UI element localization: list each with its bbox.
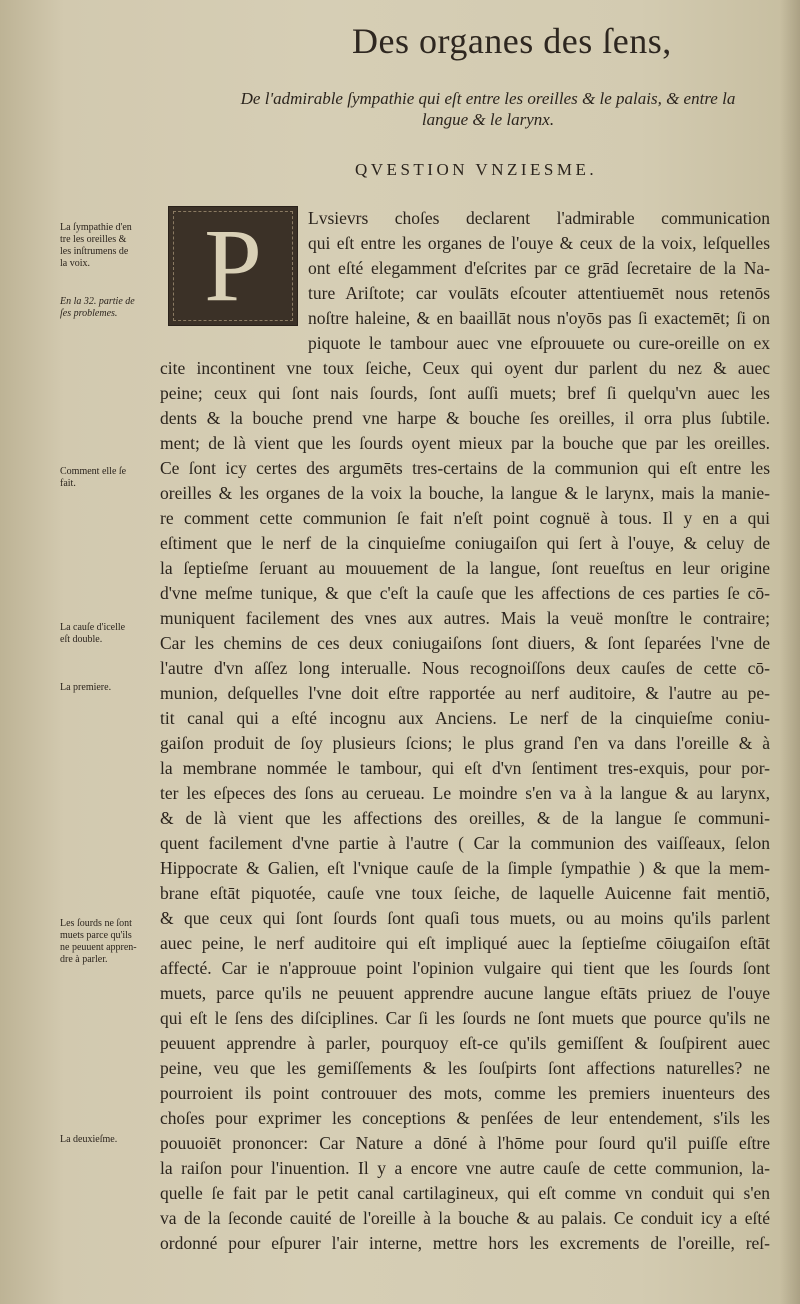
note-line: muets parce qu'ils xyxy=(60,930,132,941)
text-line: muets, parce qu'ils ne peuuent apprendre aucune langue eſtāts priuez de l'ouye xyxy=(160,983,770,1003)
decorated-initial xyxy=(168,206,298,326)
text-line: & que ceux qui ſont ſourds ſont quaſi tous muets, ou au moins qu'ils parlent xyxy=(160,908,770,928)
text-line: auec peine, le nerf auditoire qui eſt impliqué auec la ſeptieſme cōiugaiſon eſtāt xyxy=(160,933,770,953)
text-line: noſtre haleine, & en baaillāt nous n'oyōs pas ſi exactemēt; ſi on xyxy=(308,308,770,328)
note-line: Comment elle ſe xyxy=(60,466,127,477)
text-line: & de là vient que les affections des oreilles, & de la langue ſe communi- xyxy=(160,808,770,828)
text-line: oreilles & les organes de la voix la bouche, la langue & le larynx, mais la manie- xyxy=(160,483,770,503)
subtitle-line-2: langue & le larynx. xyxy=(421,110,555,129)
dropcap-letter: P xyxy=(204,208,262,323)
text-line: quent facilement d'vne partie à l'autre ( Car la communion des vaiſſeaux, ſelon xyxy=(160,833,770,853)
text-line: Lvsievrs choſes declarent l'admirable communication xyxy=(308,208,770,228)
note-line: les inſtrumens de xyxy=(60,246,129,257)
text-line: qui eſt entre les organes de l'ouye & ceux de la voix, leſquelles xyxy=(308,233,770,253)
text-line: piquote le tambour auec vne eſprouuete ou cure-oreille on ex xyxy=(308,333,770,353)
note-line: ſes problemes. xyxy=(60,308,118,319)
text-line: ont eſté elegamment d'eſcrites par ce grād ſecretaire de la Na- xyxy=(308,258,770,278)
text-line: l'autre d'vn aſſez long interualle. Nous recognoiſſons deux cauſes de cette cō- xyxy=(160,658,770,678)
note-line: En la 32. partie de xyxy=(60,296,135,307)
question-heading: QVESTION VNZIESME. xyxy=(355,160,598,179)
note-line: La ſympathie d'en xyxy=(60,222,132,233)
text-line: ment; de là vient que les ſourds oyent mieux par la bouche que par les oreilles. xyxy=(160,433,770,453)
note-line: ne peuuent appren- xyxy=(60,942,137,953)
note-line: Les ſourds ne ſont xyxy=(60,918,132,929)
text-line: gaiſon produit de ſoy plusieurs ſcions; le plus grand ſ'en va dans l'oreille & à xyxy=(160,733,770,753)
text-line: eſtiment que le nerf de la cinquieſme coniugaiſon qui ſert à l'ouye, & celuy de xyxy=(160,533,770,553)
text-line: re comment cette communion ſe fait n'eſt point cognuë à tous. Il y en a qui xyxy=(160,508,770,528)
text-line: Car les chemins de ces deux coniugaiſons ſont diuers, & ſont ſeparées l'vne de xyxy=(160,633,770,653)
text-line: la membrane nommée le tambour, qui eſt d'vn ſentiment tres-exquis, pour por- xyxy=(160,758,770,778)
note-line: dre à parler. xyxy=(60,954,108,965)
text-line: munion, deſquelles l'vne doit eſtre rapportée au nerf auditoire, & l'autre au pe- xyxy=(160,683,770,703)
text-line: ter les eſpeces des ſons au cerueau. Le moindre s'en va à la langue & au larynx, xyxy=(160,783,770,803)
note-line: fait. xyxy=(60,478,76,489)
margin-note-problemes xyxy=(60,296,160,320)
text-line: quelle ſe fait par le petit canal cartilagineux, qui eſt comme vn conduit qui s'en xyxy=(160,1183,770,1203)
text-line: dents & la bouche prend vne harpe & bouche ſes oreilles, il orra plus ſubtile. xyxy=(160,408,770,428)
text-line: qui eſt le ſens des diſciplines. Car ſi les ſourds ne ſont muets que pource qu'ils ne xyxy=(160,1008,770,1028)
margin-note-cause xyxy=(60,622,160,646)
margin-note-sourds xyxy=(60,918,160,966)
running-head: Des organes des ſens, xyxy=(352,21,672,61)
text-line: la raiſon pour l'inuention. Il y a encore vne autre cauſe de cette communion, la- xyxy=(160,1158,770,1178)
text-line: cite incontinent vne toux ſeiche, Ceux qui oyent dur parlent du nez & auec xyxy=(160,358,770,378)
text-line: Hippocrate & Galien, eſt l'vnique cauſe de la ſimple ſympathie ) & que la mem- xyxy=(160,858,770,878)
note-line: La deuxieſme. xyxy=(60,1134,118,1145)
subtitle-line-1: De l'admirable ſympathie qui eſt entre les oreilles & le palais, & entre la xyxy=(240,89,736,108)
text-line: pourroient ils point controuuer des mots, comme les premiers inuenteurs des xyxy=(160,1083,770,1103)
text-line: muniquent facilement des vnes aux autres. Mais la veuë monſtre le contraire; xyxy=(160,608,770,628)
note-line: La cauſe d'icelle xyxy=(60,622,126,633)
text-line: peine, veu que les gemiſſements & les ſouſpirts ſont affections naturelles? ne xyxy=(160,1058,770,1078)
note-line: eſt double. xyxy=(60,634,103,645)
text-line: Ce ſont icy certes des argumēts tres-certains de la communion qui eſt entre les xyxy=(160,458,770,478)
margin-note-premiere xyxy=(60,682,160,694)
text-line: choſes pour exprimer les conceptions & penſées de leur entendement, s'ils les xyxy=(160,1108,770,1128)
margin-note-deuxiesme xyxy=(60,1134,160,1146)
text-line: d'vne meſme tunique, & que c'eſt la cauſe que les affections de ces parties ſe cō- xyxy=(160,583,770,603)
text-line: ordonné pour eſpurer l'air interne, mettre hors les excrements de l'oreille, reſ- xyxy=(160,1233,770,1253)
text-line: affecté. Car ie n'approuue point l'opinion vulgaire qui tient que les ſourds ſont xyxy=(160,958,770,978)
note-line: tre les oreilles & xyxy=(60,234,127,245)
margin-note-comment xyxy=(60,466,160,490)
text-line: ture Ariſtote; car voulāts eſcouter attentiuemēt nous retenōs xyxy=(308,283,770,303)
text-line: peine; ceux qui ſont nais ſourds, ſont auſſi muets; bref ſi quelqu'vn auec les xyxy=(160,383,770,403)
note-line: la voix. xyxy=(60,258,90,269)
text-line: brane eſtāt piquotée, cauſe vne toux ſeiche, de laquelle Auicenne fait mentiō, xyxy=(160,883,770,903)
margin-note-sympathie xyxy=(60,222,160,270)
text-line: peuuent apprendre à parler, pourquoy eſt-ce qu'ils gemiſſent & ſouſpirent auec xyxy=(160,1033,770,1053)
chapter-subtitle xyxy=(228,88,748,130)
text-line: va de la ſeconde cauité de l'oreille à la bouche & au palais. Ce conduit icy a eſté xyxy=(160,1208,770,1228)
note-line: La premiere. xyxy=(60,682,112,693)
page-binding-shadow xyxy=(780,0,800,1304)
text-line: pouuoiēt prononcer: Car Nature a dōné à l'hōme pour ſourd qu'il puiſſe eſtre xyxy=(160,1133,770,1153)
text-line: la ſeptieſme ſeruant au mouuement de la langue, ſont reueſtus en leur origine xyxy=(160,558,770,578)
text-line: tit canal qui a eſté incognu aux Anciens. Le nerf de la cinquieſme coniu- xyxy=(160,708,770,728)
